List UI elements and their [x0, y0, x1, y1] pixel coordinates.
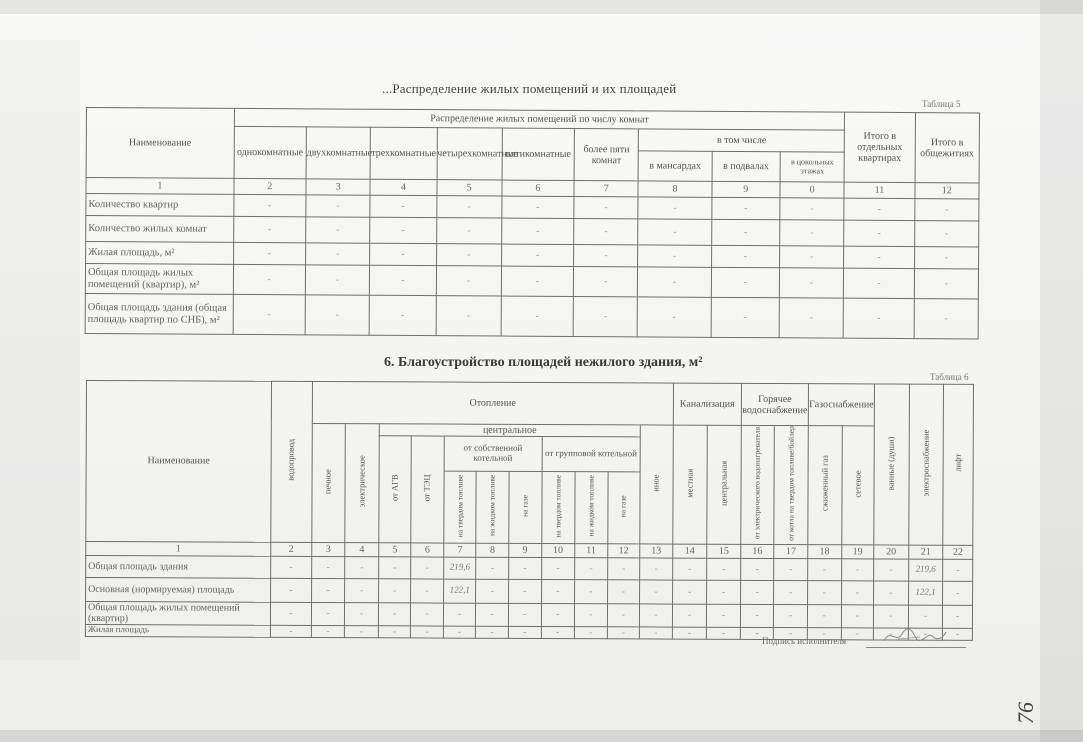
table6	[85, 380, 974, 641]
row-label: Общая площадь жилых помещений (квартир)	[85, 601, 270, 625]
t6-num: 19	[841, 545, 874, 559]
t6-solid-1: на твердом топливе	[454, 474, 465, 537]
t6-inoe: иное	[650, 474, 661, 492]
t6-liquid-1: на жидком топливе	[487, 474, 497, 537]
table-cell: -	[707, 558, 741, 580]
table-cell: -	[541, 579, 575, 603]
table-cell: -	[305, 243, 369, 265]
table-cell: -	[306, 217, 370, 243]
table-cell: -	[305, 295, 370, 335]
table-cell: -	[411, 603, 444, 626]
table5-number: Таблица 5	[922, 99, 961, 109]
table-cell: -	[311, 556, 345, 578]
t6-central: центральное	[379, 424, 640, 437]
table-cell: 219,6	[444, 557, 477, 579]
table-cell: -	[638, 219, 711, 245]
table-cell: -	[574, 603, 607, 626]
row-label: Общая площадь жилых помещений (квартир), м²	[85, 264, 233, 295]
table-cell: -	[943, 605, 973, 628]
t6-gas: Газоснабжение	[808, 384, 874, 426]
table-cell: -	[607, 604, 640, 627]
t5-num: 3	[306, 179, 370, 195]
t5-num: 4	[370, 179, 436, 195]
table-cell: -	[501, 296, 574, 336]
table-cell: -	[841, 605, 874, 628]
t5-num: 8	[638, 181, 711, 197]
scan-edge	[0, 0, 1083, 14]
table6-title: 6. Благоустройство площадей нежилого здания, м²	[384, 355, 703, 370]
table-cell: -	[943, 628, 973, 640]
row-label: Общая площадь здания	[86, 555, 271, 578]
signature-line	[866, 647, 966, 648]
t6-num: 14	[673, 544, 708, 558]
t6-num: 16	[741, 544, 775, 558]
t5-col-1: однокомнатные	[234, 126, 307, 178]
table-cell: -	[844, 198, 914, 220]
t5-col-4: четырехкомнатные	[437, 128, 503, 180]
table-cell: -	[707, 580, 741, 604]
table-cell: -	[740, 627, 774, 639]
table-cell: -	[311, 602, 345, 625]
t6-num: 20	[874, 545, 909, 559]
t5-num: 9	[712, 181, 780, 197]
t5-incl-header: в том числе	[639, 129, 845, 152]
t6-water	[271, 381, 312, 542]
table-cell: -	[640, 580, 673, 604]
t6-water-label: водопровод	[285, 439, 296, 482]
table-cell: -	[311, 578, 345, 602]
t6-num: 12	[607, 544, 640, 558]
row-label: Жилая площадь	[85, 624, 270, 637]
table-cell: -	[874, 559, 909, 581]
table-cell: -	[233, 242, 305, 264]
table-cell: -	[607, 558, 640, 580]
t6-sewer: Канализация	[673, 383, 741, 425]
table-cell: -	[808, 580, 842, 604]
table-cell: -	[672, 580, 707, 604]
table-cell: -	[573, 266, 637, 296]
table5	[85, 107, 980, 339]
table-cell: -	[436, 196, 501, 218]
table-cell: -	[378, 626, 411, 638]
table-cell: -	[476, 557, 509, 579]
table-cell: -	[711, 297, 780, 337]
table-cell: -	[914, 199, 978, 221]
table-cell: -	[740, 580, 774, 604]
t6-group-boiler: от групповой котельной	[542, 436, 641, 471]
table-cell: -	[575, 557, 608, 579]
table-cell: -	[369, 295, 436, 335]
table-cell: -	[711, 197, 779, 219]
table-cell: -	[443, 626, 476, 638]
table-cell: -	[476, 579, 509, 603]
table-cell: -	[370, 195, 436, 217]
row-label: Общая площадь здания (общая площадь квартир по СНБ), м²	[85, 293, 233, 334]
t5-incl-2: в подвалах	[712, 151, 780, 181]
table-cell: -	[774, 580, 808, 604]
table-cell: -	[436, 244, 501, 266]
table-cell: -	[271, 556, 312, 578]
table-cell: -	[874, 581, 909, 605]
t6-electro: электроснабжение	[920, 429, 931, 497]
table-cell: -	[741, 558, 775, 580]
t5-num: 5	[436, 180, 501, 196]
table-cell: -	[779, 268, 844, 298]
table-cell: -	[541, 603, 575, 626]
table-cell: -	[233, 216, 305, 242]
t6-hw1: от электрического водонагревателя	[752, 427, 762, 540]
table-cell: -	[311, 625, 345, 637]
row-label: Жилая площадь, м²	[86, 242, 234, 265]
table5-title: ...Распределение жилых помещений и их площадей	[382, 81, 677, 96]
table-cell: -	[874, 605, 909, 628]
table-cell: -	[774, 627, 808, 639]
table-cell: -	[305, 265, 369, 295]
table-cell: -	[843, 298, 914, 338]
table-cell: -	[574, 244, 638, 266]
table-cell: -	[508, 626, 541, 638]
table-cell: -	[541, 557, 575, 579]
table-cell: -	[443, 603, 476, 626]
table-cell: -	[841, 581, 874, 605]
scan-shadow-left	[0, 40, 80, 660]
t5-incl-1: в мансардах	[638, 151, 711, 181]
row-label: Количество квартир	[86, 194, 234, 217]
t6-local: местная	[684, 468, 695, 498]
table-cell: -	[436, 296, 502, 336]
t6-tec: от ТЭЦ	[421, 474, 433, 502]
t5-incl-3: в цокольных этажах	[780, 152, 845, 182]
t6-own-boiler: от собственной котельной	[444, 436, 542, 471]
table-cell: -	[306, 195, 370, 217]
handwritten-signature	[880, 626, 950, 646]
table-cell: -	[637, 297, 711, 337]
t5-num: 1	[86, 178, 234, 195]
table-cell: -	[774, 604, 808, 627]
table-cell: -	[844, 220, 914, 246]
t5-name-header: Наименование	[86, 108, 234, 179]
table-cell: -	[774, 558, 808, 580]
t6-gas-1: на газе	[520, 494, 530, 517]
table-cell: -	[233, 194, 305, 216]
table-cell: -	[436, 266, 501, 296]
table-cell: -	[436, 218, 501, 244]
scan-edge-right	[1040, 0, 1083, 742]
table-cell: 219,6	[908, 559, 943, 581]
table-cell: 122,1	[908, 581, 943, 605]
t6-num: 5	[379, 543, 412, 557]
t6-liquid-2: на жидком топливе	[586, 475, 596, 537]
t6-heating: Отопление	[312, 381, 673, 425]
signature-label: Подпись исполнителя	[762, 636, 846, 646]
table-cell: -	[780, 220, 845, 246]
table-cell: -	[943, 581, 973, 605]
table-cell: -	[411, 557, 444, 579]
t6-hotwater: Горячее водоснабжение	[741, 383, 808, 425]
row-label: Основная (нормируемая) площадь	[86, 577, 271, 602]
t6-solid-2: на твердом топливе	[552, 474, 563, 538]
table-cell: -	[914, 299, 979, 339]
table-cell: -	[841, 559, 874, 581]
t6-agv: от АГВ	[389, 474, 400, 502]
table-cell: -	[270, 625, 311, 637]
table-cell: -	[873, 628, 908, 640]
table-cell: -	[345, 602, 379, 625]
t6-gas-2: на газе	[618, 495, 628, 518]
table-cell: -	[707, 604, 741, 627]
table-cell: -	[509, 557, 542, 579]
row-label: Количество жилых комнат	[86, 216, 234, 243]
t5-num: 12	[915, 183, 979, 199]
table-cell: -	[501, 266, 573, 296]
t6-num: 11	[575, 543, 608, 557]
table-cell: -	[943, 559, 973, 581]
table-cell: -	[271, 578, 312, 602]
table-cell: -	[779, 246, 844, 268]
t6-num: 1	[86, 541, 271, 556]
table-cell: -	[914, 269, 979, 299]
table-cell: -	[640, 558, 673, 580]
table6-number: Таблица 6	[930, 372, 969, 382]
table-cell: -	[780, 198, 845, 220]
t5-num: 11	[844, 182, 914, 198]
table-cell: -	[370, 217, 436, 243]
table-cell: -	[707, 627, 741, 639]
table-row	[85, 293, 978, 338]
table-cell: -	[711, 219, 779, 245]
t6-network: сетевое	[852, 470, 863, 498]
table-cell: -	[607, 627, 640, 639]
t6-num: 2	[271, 542, 312, 556]
table-cell: -	[914, 221, 979, 247]
table-cell: 122,1	[443, 579, 476, 603]
table-cell: -	[638, 245, 711, 267]
table-cell: -	[807, 604, 841, 627]
table-cell: -	[914, 247, 978, 269]
t6-num: 6	[411, 543, 444, 557]
table-cell: -	[233, 294, 306, 334]
table-cell: -	[541, 626, 575, 638]
table-cell: -	[640, 627, 673, 639]
t6-num: 8	[476, 543, 509, 557]
table-cell: -	[501, 244, 573, 266]
table-cell: -	[638, 197, 711, 219]
table-cell: -	[908, 605, 943, 628]
table-cell: -	[844, 246, 914, 268]
t5-num: 2	[234, 178, 306, 194]
t5-col-5: пятикомнатные	[502, 128, 575, 180]
table-cell: -	[779, 298, 844, 338]
table-cell: -	[370, 265, 436, 295]
table-cell: -	[740, 604, 774, 627]
table-cell: -	[345, 578, 379, 602]
table-cell: -	[640, 604, 673, 627]
t6-num: 7	[444, 543, 477, 557]
t6-num: 13	[640, 544, 673, 558]
table-cell: -	[501, 218, 573, 244]
t5-col-6: более пяти комнат	[574, 128, 639, 180]
table-cell: -	[908, 628, 943, 640]
table-cell: -	[345, 556, 379, 578]
table-cell: -	[476, 603, 509, 626]
t6-num: 17	[774, 544, 808, 558]
table-cell: -	[509, 579, 542, 603]
table-cell: -	[233, 264, 305, 294]
table-cell: -	[672, 604, 707, 627]
table-cell: -	[411, 626, 444, 638]
t5-total-dorm: Итого в общежитиях	[915, 113, 980, 183]
t6-num: 4	[345, 542, 379, 556]
table-cell: -	[574, 218, 638, 244]
t5-num: 7	[574, 180, 638, 196]
scan-edge-bottom	[0, 730, 1083, 742]
t6-num: 15	[707, 544, 741, 558]
t6-num: 22	[943, 545, 973, 559]
table-cell: -	[345, 625, 379, 637]
table-cell: -	[844, 268, 914, 298]
table-cell: -	[808, 558, 842, 580]
table-cell: -	[411, 579, 444, 603]
t6-num: 3	[311, 542, 345, 556]
table-cell: -	[638, 267, 711, 297]
t6-liquefied: сжиженный газ	[819, 455, 830, 512]
table-cell: -	[476, 626, 509, 638]
t5-total-flats: Итого в отдельных квартирах	[844, 112, 915, 182]
table-cell: -	[378, 557, 411, 579]
table-cell: -	[711, 267, 779, 297]
t5-col-2: двухкомнатные	[306, 127, 371, 179]
table-cell: -	[271, 602, 312, 625]
table-cell: -	[573, 296, 638, 336]
t6-num: 18	[808, 544, 842, 558]
t6-name-header: Наименование	[86, 381, 272, 543]
t5-col-3: трехкомнатные	[370, 127, 437, 179]
table-cell: -	[575, 579, 608, 603]
t6-num: 10	[541, 543, 575, 557]
t6-bath: ванные (души)	[885, 436, 896, 490]
table-cell: -	[502, 196, 574, 218]
table-cell: -	[841, 628, 874, 640]
table-cell: -	[672, 558, 707, 580]
table-cell: -	[711, 245, 779, 267]
t6-num: 21	[908, 545, 943, 559]
table-cell: -	[378, 603, 411, 626]
table-cell: -	[672, 627, 707, 639]
table-cell: -	[607, 580, 640, 604]
t5-group-header: Распределение жилых помещений по числу комнат	[234, 108, 845, 130]
t6-centr: центральная	[718, 460, 729, 506]
page-number: 76	[1013, 702, 1038, 724]
t6-electric: электрическое	[356, 455, 367, 508]
table-cell: -	[508, 603, 541, 626]
t6-pechnoe: печное	[322, 468, 333, 495]
t6-hw2: от котла на твердом топливе/бойлер	[785, 426, 796, 541]
table-cell: -	[574, 196, 638, 218]
t6-num: 9	[509, 543, 542, 557]
t5-num: 0	[780, 182, 844, 198]
table-cell: -	[370, 243, 436, 265]
table-cell: -	[574, 626, 607, 638]
t5-num: 6	[502, 180, 574, 196]
table-cell: -	[378, 579, 411, 603]
t6-lift: лифт	[952, 454, 963, 473]
table-cell: -	[807, 627, 841, 639]
